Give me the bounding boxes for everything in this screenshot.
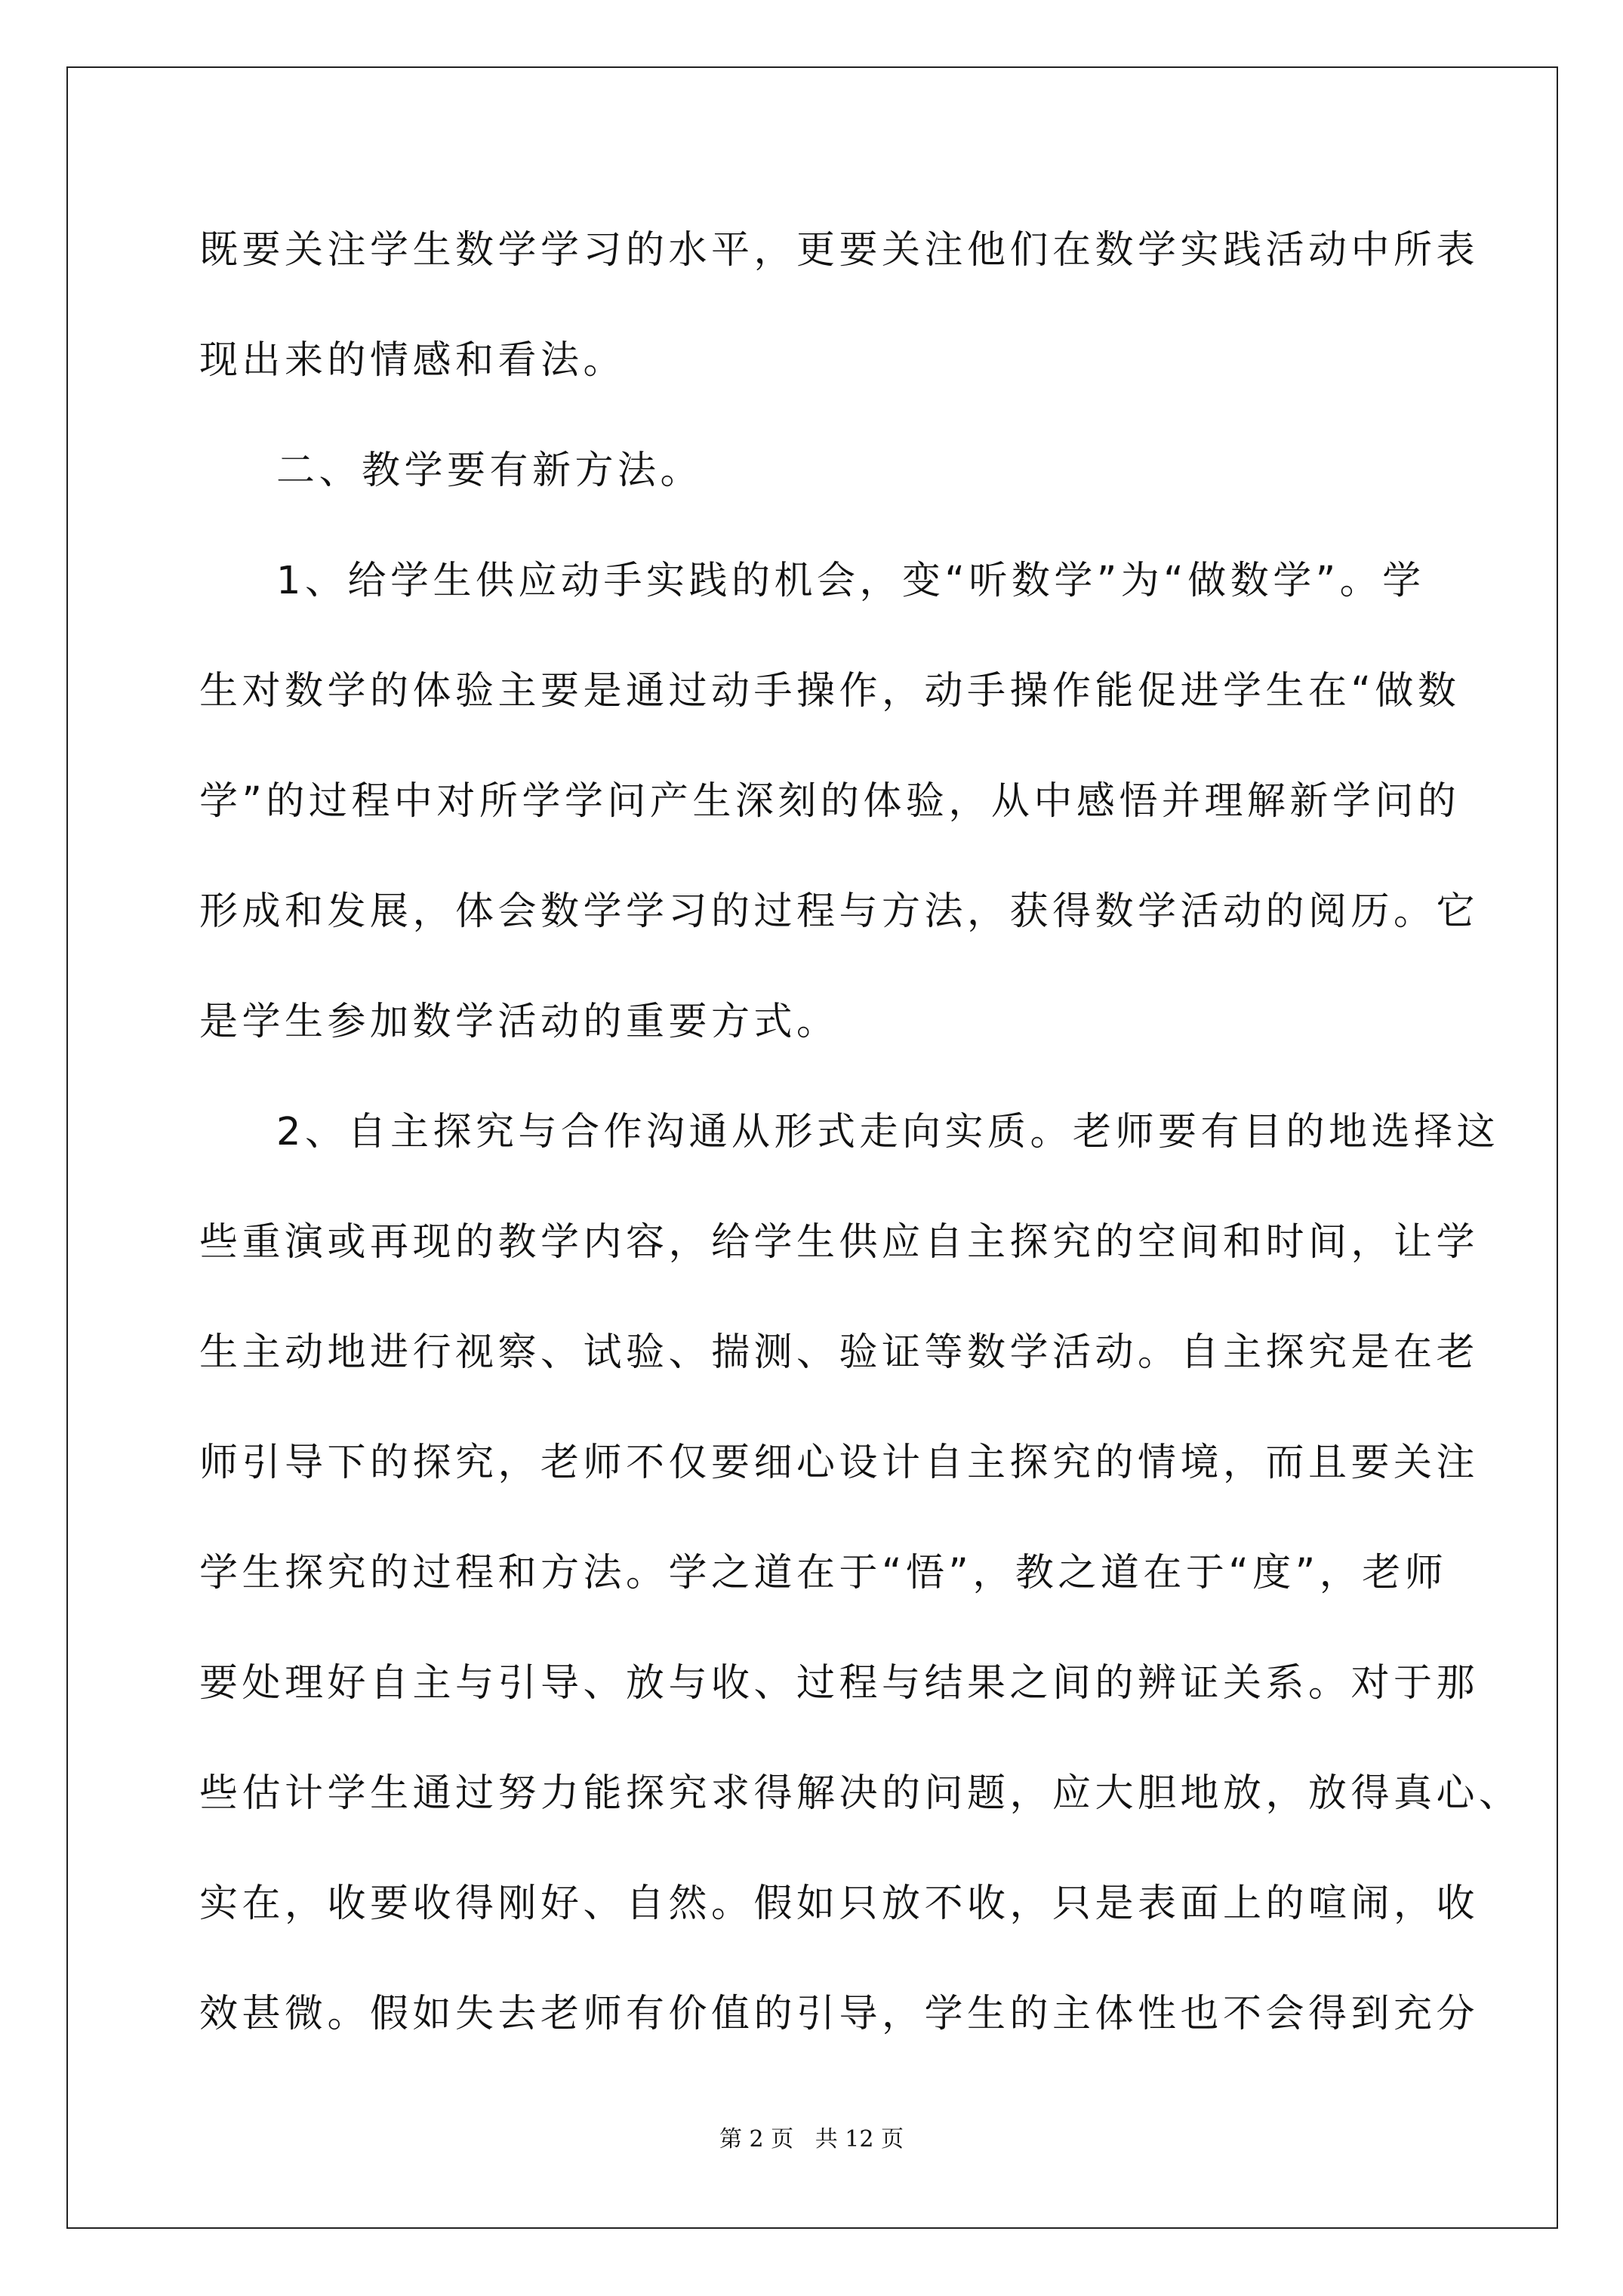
body-line-4: 1、给学生供应动手实践的机会，变“听数学”为“做数学”。学 xyxy=(276,559,1425,603)
body-line-2: 现出来的情感和看法。 xyxy=(199,338,627,383)
page-total: 共 12 页 xyxy=(815,2126,904,2153)
body-line-17: 效甚微。假如失去老师有价值的引导，学生的主体性也不会得到充分 xyxy=(199,1992,1480,2036)
body-line-12: 师引导下的探究，老师不仅要细心设计自主探究的情境，而且要关注 xyxy=(199,1441,1480,1485)
body-line-14: 要处理好自主与引导、放与收、过程与结果之间的辨证关系。对于那 xyxy=(199,1661,1480,1706)
page-number: 第 2 页 xyxy=(719,2126,794,2153)
body-line-10: 些重演或再现的教学内容，给学生供应自主探究的空间和时间，让学 xyxy=(199,1220,1480,1265)
body-line-8: 是学生参加数学活动的重要方式。 xyxy=(199,1000,839,1044)
section-heading: 二、教学要有新方法。 xyxy=(276,448,704,493)
body-line-9: 2、自主探究与合作沟通从形式走向实质。老师要有目的地选择这 xyxy=(276,1110,1499,1154)
page-footer xyxy=(0,2126,1623,2153)
body-line-11: 生主动地进行视察、试验、揣测、验证等数学活动。自主探究是在老 xyxy=(199,1330,1480,1375)
body-line-15: 些估计学生通过努力能探究求得解决的问题，应大胆地放，放得真心、 xyxy=(199,1771,1522,1816)
body-line-1: 既要关注学生数学学习的水平，更要关注他们在数学实践活动中所表 xyxy=(199,228,1480,273)
body-line-7: 形成和发展，体会数学学习的过程与方法，获得数学活动的阅历。它 xyxy=(199,889,1480,934)
body-line-16: 实在，收要收得刚好、自然。假如只放不收，只是表面上的喧闹，收 xyxy=(199,1881,1480,1926)
body-line-13: 学生探究的过程和方法。学之道在于“悟”，教之道在于“度”，老师 xyxy=(199,1551,1448,1595)
body-line-6: 学”的过程中对所学学问产生深刻的体验，从中感悟并理解新学问的 xyxy=(199,779,1461,824)
body-line-5: 生对数学的体验主要是通过动手操作，动手操作能促进学生在“做数 xyxy=(199,669,1461,713)
